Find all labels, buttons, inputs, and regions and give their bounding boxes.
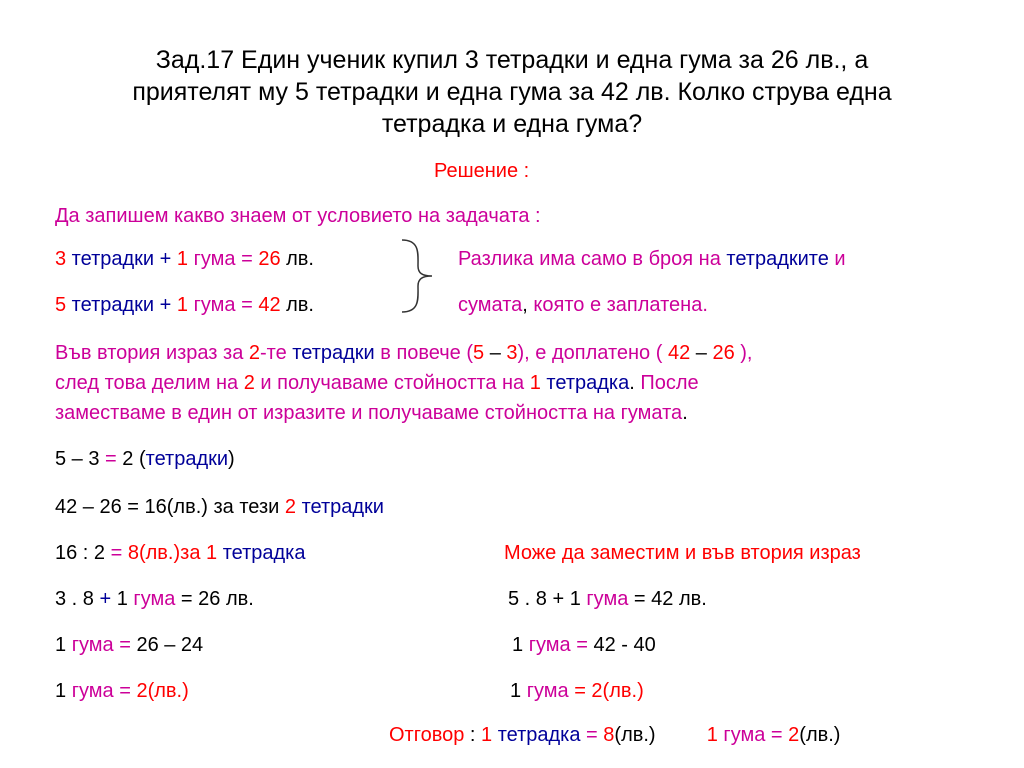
exp-notebook: тетрадка bbox=[546, 372, 630, 394]
exp-num: 5 bbox=[473, 342, 485, 364]
exp-num: 2 bbox=[243, 372, 255, 394]
answer-equals: = bbox=[770, 724, 783, 746]
answer-num: 1 bbox=[481, 724, 493, 746]
equation-2 bbox=[55, 292, 314, 318]
calc-equals: = bbox=[576, 634, 588, 656]
answer-notebook-price: 8 bbox=[603, 724, 615, 746]
exp-text: след това делим на bbox=[55, 372, 244, 394]
exp-text: ), е доплатено ( bbox=[517, 342, 668, 364]
exp-notebooks: тетрадки bbox=[292, 342, 375, 364]
calc-eraser: гума bbox=[586, 588, 629, 610]
calc-text: 1 bbox=[55, 634, 72, 656]
eq2-plus: + bbox=[159, 294, 172, 316]
difference-note-line-1 bbox=[458, 246, 846, 272]
exp-text: в повече ( bbox=[374, 342, 474, 364]
calc-equals: = bbox=[119, 680, 131, 702]
note-notebooks: тетрадките bbox=[726, 248, 829, 270]
exp-period: . bbox=[629, 372, 641, 394]
calc-result: 2(лв.) bbox=[130, 680, 189, 702]
answer-equals: = bbox=[586, 724, 598, 746]
eq1-equals: = bbox=[241, 248, 253, 270]
right-row-1 bbox=[508, 586, 707, 612]
eq1-plus: + bbox=[159, 248, 172, 270]
eq2-unit: лв. bbox=[280, 294, 314, 316]
answer-unit: (лв.) bbox=[614, 724, 656, 746]
calc-num: 1 bbox=[206, 542, 218, 564]
calc-text: 5 – 3 bbox=[55, 448, 106, 470]
exp-num: 2 bbox=[248, 342, 261, 364]
note-text-3: която е заплатена. bbox=[527, 294, 708, 316]
exp-num: 42 bbox=[667, 342, 691, 364]
exp-num: 3 bbox=[506, 342, 518, 364]
answer-line bbox=[389, 722, 840, 748]
eq2-eraser-count: 1 bbox=[176, 294, 189, 316]
eq2-notebooks: тетрадки bbox=[66, 294, 160, 316]
eq1-count: 3 bbox=[55, 248, 67, 270]
calc-eraser: гума bbox=[71, 634, 114, 656]
calc-text: 16 : 2 bbox=[55, 542, 111, 564]
intro-text: Да запишем какво знаем от условието на задачата : bbox=[55, 205, 541, 227]
exp-text: -те bbox=[260, 342, 293, 364]
substitute-note: Може да заместим и във втория израз bbox=[504, 542, 861, 564]
calc-eraser: гума bbox=[133, 588, 176, 610]
curly-brace bbox=[398, 236, 438, 316]
exp-text: Във втория израз за bbox=[55, 342, 249, 364]
note-text-2: и bbox=[828, 248, 846, 270]
problem-line-1: Зад.17 Един ученик купил 3 тетрадки и една гума за 26 лв., а bbox=[155, 46, 869, 74]
exp-text: заместваме в един от изразите и получаваме стойността на гумата bbox=[55, 402, 683, 424]
exp-text: ), bbox=[734, 342, 753, 364]
solution-heading: Решение : bbox=[434, 160, 530, 182]
exp-minus: – bbox=[690, 342, 713, 364]
answer-unit: (лв.) bbox=[799, 724, 841, 746]
eq2-sum: 42 bbox=[258, 294, 281, 316]
eq2-equals: = bbox=[241, 294, 253, 316]
explanation-line-1 bbox=[55, 340, 752, 366]
answer-num: 1 bbox=[706, 724, 718, 746]
note-sum: сумата bbox=[458, 294, 523, 316]
left-row-2 bbox=[55, 632, 203, 658]
problem-line-3: тетрадка и една гума? bbox=[381, 110, 643, 138]
eq1-notebooks: тетрадки bbox=[66, 248, 160, 270]
calc-notebooks: тетрадки bbox=[145, 448, 229, 470]
calc-text: = 42 лв. bbox=[628, 588, 707, 610]
answer-label: Отговор bbox=[389, 724, 465, 746]
exp-num: 1 bbox=[529, 372, 541, 394]
calc-text: 1 bbox=[55, 680, 72, 702]
eq2-count: 5 bbox=[55, 294, 67, 316]
answer-eraser: гума bbox=[717, 724, 771, 746]
calc-num: 2 bbox=[284, 496, 296, 518]
right-row-3 bbox=[510, 678, 644, 704]
calc-equals: = bbox=[119, 634, 131, 656]
calculation-3 bbox=[55, 540, 305, 566]
calculation-2 bbox=[55, 494, 384, 520]
exp-text: После bbox=[640, 372, 699, 394]
note-comma: , bbox=[522, 294, 528, 316]
exp-minus: – bbox=[484, 342, 507, 364]
explanation-line-2 bbox=[55, 370, 699, 396]
exp-period: . bbox=[682, 402, 688, 424]
calc-eraser: гума bbox=[528, 634, 571, 656]
calc-equals: = bbox=[105, 448, 117, 470]
answer-colon: : bbox=[464, 724, 482, 746]
calculation-1 bbox=[55, 446, 235, 472]
difference-note-line-2 bbox=[458, 292, 708, 318]
calc-notebook: тетрадка bbox=[222, 542, 306, 564]
calc-text: 3 . 8 bbox=[55, 588, 100, 610]
eq1-sum: 26 bbox=[258, 248, 281, 270]
eq1-unit: лв. bbox=[280, 248, 314, 270]
answer-notebook: тетрадка bbox=[492, 724, 587, 746]
left-row-3 bbox=[55, 678, 189, 704]
calc-notebooks: тетрадки bbox=[301, 496, 384, 518]
right-row-2 bbox=[512, 632, 656, 658]
calc-text: 26 – 24 bbox=[130, 634, 204, 656]
problem-statement bbox=[40, 44, 984, 140]
calc-text: 2 ( bbox=[116, 448, 146, 470]
left-row-1 bbox=[55, 586, 254, 612]
calc-text: 5 . 8 + 1 bbox=[508, 588, 587, 610]
eq1-eraser: гума bbox=[188, 248, 242, 270]
exp-num: 26 bbox=[712, 342, 735, 364]
calc-text: ) bbox=[228, 448, 235, 470]
calc-eraser: гума bbox=[526, 680, 569, 702]
problem-line-2: приятелят му 5 тетрадки и една гума за 42 лв. Колко струва една bbox=[132, 78, 892, 106]
calc-text: = 26 лв. bbox=[175, 588, 254, 610]
calc-result: 8(лв.)за bbox=[122, 542, 206, 564]
calc-eraser: гума bbox=[71, 680, 114, 702]
calc-result: = 2(лв.) bbox=[568, 680, 644, 702]
eq1-eraser-count: 1 bbox=[176, 248, 189, 270]
equation-1 bbox=[55, 246, 314, 272]
calc-text: 1 bbox=[510, 680, 527, 702]
explanation-line-3 bbox=[55, 400, 688, 426]
exp-text: и получаваме стойността на bbox=[254, 372, 530, 394]
calc-text: 1 bbox=[512, 634, 529, 656]
calc-text: 42 – 26 = 16(лв.) за тези bbox=[55, 496, 285, 518]
calc-text: 1 bbox=[111, 588, 134, 610]
calc-text: 42 - 40 bbox=[587, 634, 656, 656]
eq2-eraser: гума bbox=[188, 294, 242, 316]
calc-plus: + bbox=[99, 588, 112, 610]
calc-equals: = bbox=[110, 542, 123, 564]
answer-eraser-price: 2 bbox=[788, 724, 800, 746]
note-text-1: Разлика има само в броя на bbox=[458, 248, 727, 270]
